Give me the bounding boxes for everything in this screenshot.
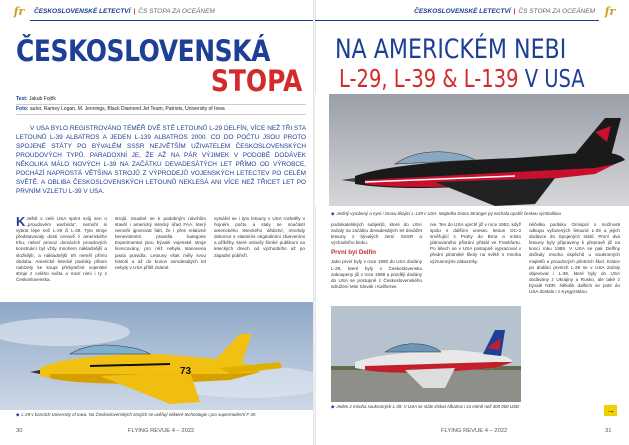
body-column-r2: nie. Ten do USA uprchl již v roce 1953, když spolu s dalšími uneseL letoun DC-3 směřující z Prahy do Brna a místo plánovaného přistání přistál ve Frankfurtu. Po létech se v USA postupně vypracoval v přední pilotnské školy na světě s mnoha významnými zákazníky. xyxy=(430,222,521,264)
photo-l39-private xyxy=(331,306,521,402)
left-page xyxy=(0,0,314,445)
body-column-2: strojů. Snadné se k podobným návrhům stavěl i americký letecký úřad FAA, který nemohl ignorovat fakt, že i přes relativně benevolentní pravidla kategorie Experimental jsou bývalé vojenské stroje licencovány, pro něž nebyla stanovena jasná pravidla. Letouny však měly svou historii a až do konce osmdesátých let nebyly v USA příliš známé. xyxy=(115,216,206,270)
section-sub: ČS STOPA ZA OCEÁNEM xyxy=(138,8,215,15)
body-columns xyxy=(16,216,306,298)
photo-credits: autor, Ramey Logan, M. Jennings, Black Diamond Jet Team, Patriots, University of Iowa xyxy=(29,106,225,112)
photo-l29-iowa xyxy=(0,302,314,410)
next-page-arrow-icon: → xyxy=(606,405,615,415)
magazine-logo: fr xyxy=(13,5,25,18)
body-column-r1: podnikatelských subjektů, které do USA začaly na začátku devadesátých let dovážet letouny z bývalých zemí SSSR a východního bloku. První byl Delfín Jako první byly v roce 1990 do USA dodány L-29, které byly v Československu zakoupeny již v roce 1989 a později dodány do USA se postupně z Československého sdružení Mini Slovák i Kalifornie. xyxy=(331,222,422,289)
article-title-line2: STOPA xyxy=(210,64,302,98)
article-lead: V USA BYLO REGISTROVÁNO TÉMĚŘ DVĚ STĚ LETOUNŮ L-29 DELFÍN, VÍCE NEŽ TŘI STA LETOUNŮ L-39 ALBATROS A JEDEN L-139 ALBATROS 2000. CO DO POČTU JSOU PROTO SPOJENÉ STÁTY PO BÝVALÉM SSSR NEJVĚTŠÍM UŽIVATELEM ČESKOSLOVENSKÝCH PROUDOVÝCH TYPŮ. PARADOXNÍ JE, ŽE AŽ NA PÁR VÝJIMEK V PODOBĚ DODÁVEK NĚKOLIKA MÁLO NOVÝCH L-39 NA ZAČÁTKU DEVADESÁTÝCH LET PŘÍMO OD VÝROBCE, POCHÁZÍ NAPROSTÁ VĚTŠINA STROJŮ Z VÝPRODEJŮ VOJENSKÝCH LETECTEV PO CELÉM SVĚTĚ. A OBLIBA ČESKOSLOVENSKÝCH LETOUNŮ NEKLESÁ ANI VÍCE NEŽ TŘICET LET PO PRVNÍM VZLETU L-39 V USA. xyxy=(16,125,306,195)
photo-caption-bottom: ◆ Jeden z mnoha soukromých L-39. V USA se stále získat Albatros i za méně než 300 000 USD xyxy=(331,404,520,409)
kicker-rule-right xyxy=(315,20,599,21)
section-kicker-right: ČESKOSLOVENSKÉ LETECTVÍ | ČS STOPA ZA OCEÁNEM xyxy=(414,8,595,15)
article-title-line1: ČESKOSLOVENSKÁ xyxy=(16,34,270,68)
photo-caption-top: ◆ Jediný vyrobený a nyní i znovu létající L-139 v USA. Majitelka Diana Stranger jej nechala opatřit českou symbolikou xyxy=(331,211,561,216)
magazine-issue-right: FLYING REVUE 4 – 2022 xyxy=(441,428,508,434)
photo-l139 xyxy=(315,94,629,206)
right-page xyxy=(315,0,629,445)
svg-text:73: 73 xyxy=(180,366,192,377)
photo-caption-left: ◆ L-29 v barvách University of Iowa. Na Československých strojích se uvěřují některé technologie i pro supermoderní F-35 xyxy=(16,412,256,417)
page-number-right: 31 xyxy=(605,428,612,434)
text-author: Jakub Fojtík xyxy=(28,96,56,102)
text-label: Text: xyxy=(16,96,28,102)
body-column-r3: něčelka podniku Omnipol o možnosti odkupu vyřazených letounů L-29 a jejich dodávce do Spojených států. První dva letouny byly připraveny k přepravě již na konci roku 1989. V USA se pak Delfíny dočkaly mnoha úspěchů u soukromých majitelů a proudových pilotních škol. Krátce po dodání prvních L-29 se v USA začaly objevovat i L-39, které byly do USA dodávány z Ukrajiny a Rusko, ale také z bývalé NDR. Několik dalších se poté do USA dostalo i z Kyrgyzstánu. xyxy=(529,222,620,295)
kicker-rule xyxy=(30,20,314,21)
subheading: První byl Delfín xyxy=(331,249,377,257)
article-title-line4: L-29, L-39 & L-139 V USA xyxy=(339,64,585,93)
section-name: ČESKOSLOVENSKÉ LETECTVÍ xyxy=(34,8,131,15)
section-kicker: ČESKOSLOVENSKÉ LETECTVÍ | ČS STOPA ZA OCEÁNEM xyxy=(34,8,215,15)
page-number-left: 30 xyxy=(16,428,23,434)
magazine-issue-left: FLYING REVUE 4 – 2022 xyxy=(128,428,195,434)
article-title-line3: NA AMERICKÉM NEBI xyxy=(335,34,567,65)
magazine-logo-right: fr xyxy=(604,5,616,18)
body-column-1: K Ještě v celé USA sprint svůj sen o „proudovém warbirdu“, nemohl si vybrat lépe než L-29 či L-39. Tyto stroje představovaly dosti cenově z amerického trhu, neboť provoz domácích proudových konstrukcí byl vždy mnohem nákladnější a složitější, a nákladnější trh neměl přímo obdobu. Americké letecké podniky přitom nabízely ke koupi přebytečné vojenské stroje z celého světa a mezi nimi i ty z Československa. xyxy=(16,216,107,282)
article-credits xyxy=(16,95,306,115)
photo-label: Foto: xyxy=(16,106,29,112)
body-column-3: vytvářel se i tyto letouny v USA rozletěly v hojném počtu a staly se součástí amerického leteckého dědictví, mnohdy dokonce s vlastními originálními zbarveními a příběhy, které oslovily široké publikum na leteckých dnech od východního až po západní pobřeží. xyxy=(214,216,305,258)
